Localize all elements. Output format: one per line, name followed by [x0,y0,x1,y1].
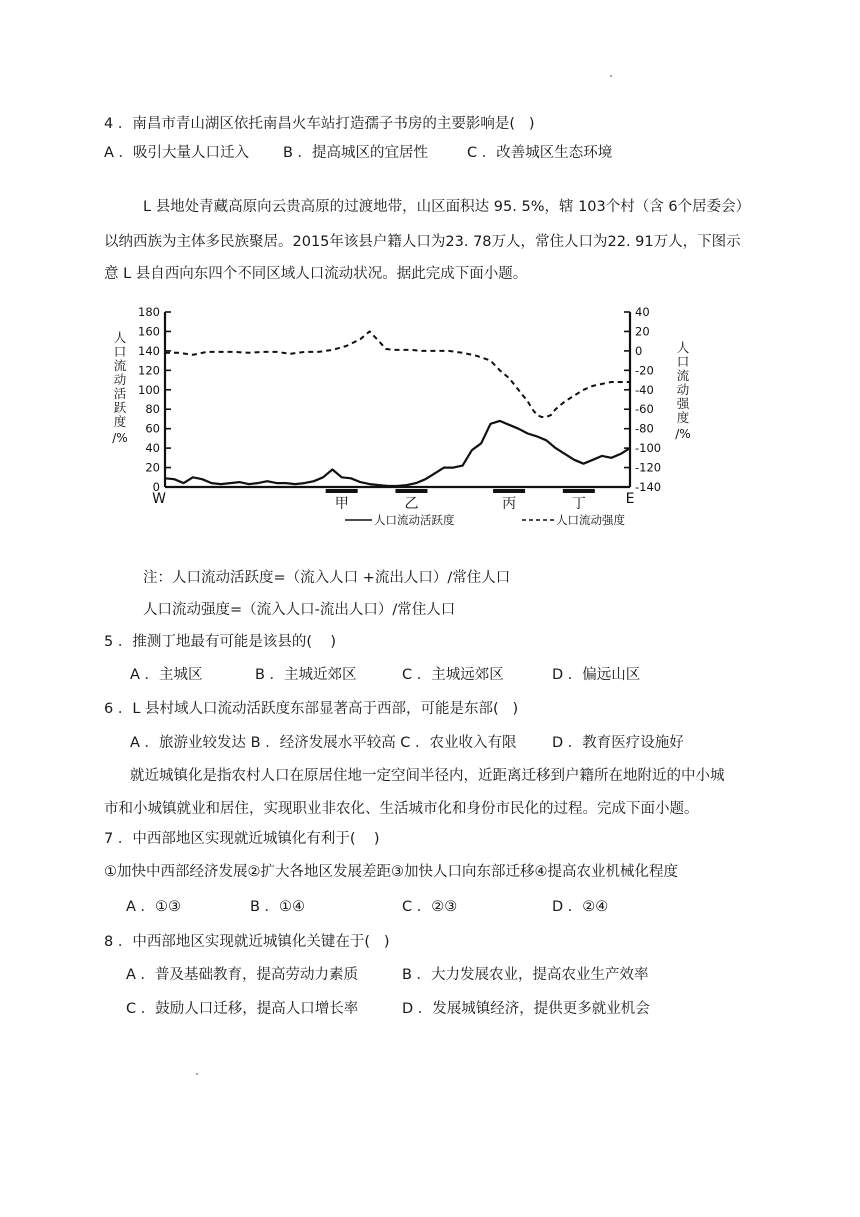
region-bar [395,489,427,493]
region-label: 丙 [502,496,517,512]
left-axis-label-char: 度 [113,414,127,429]
scan-dot [610,75,612,77]
left-tick-label: 40 [145,441,160,456]
q4-option-c: C ．改善城区生态环境 [467,145,613,161]
right-tick-label: 40 [635,305,650,319]
region-label: 乙 [404,496,419,512]
left-tick-label: 60 [145,421,160,436]
right-axis-label-char: 口 [676,354,690,369]
right-axis-label-char: 度 [676,410,690,425]
q8-option-b: B ．大力发展农业，提高农业生产效率 [402,967,649,983]
chart-series [165,331,630,486]
chart-legend [345,513,625,527]
left-tick-label: 80 [145,402,160,417]
left-axis-label-char: 动 [113,372,127,387]
right-axis-label-char: 强 [676,396,690,411]
left-tick-label: 120 [138,363,160,378]
passage2-line1: 就近城镇化是指农村人口在原居住地一定空间半径内，近距离迁移到户籍所在地附近的中小城 [130,768,725,784]
right-axis-label-char: 流 [676,368,690,383]
legend-activity-label: 人口流动活跃度 [374,513,455,527]
left-axis-label-char: 活 [113,386,127,401]
q6-option-d: D ．教育医疗设施好 [552,735,684,751]
right-tick-label: -120 [635,460,662,475]
left-tick-label: 140 [138,343,160,358]
population-flow-chart [110,300,691,535]
right-tick-label: -80 [635,421,654,436]
legend-intensity-label: 人口流动强度 [556,513,625,527]
region-label: 甲 [334,496,349,512]
region-bar [326,489,358,493]
right-tick-label: -60 [635,402,654,417]
left-tick-label: 20 [145,460,160,475]
series-intensity-line [165,331,630,417]
left-axis-label-unit: /% [112,431,128,445]
passage1-line2: 以纳西族为主体多民族聚居。2015年该县户籍人口为23. 78万人，常住人口为22. 91万人，下图示 [104,234,741,250]
q5-option-c: C ．主城远郊区 [402,667,504,683]
left-axis-label-char: 口 [113,344,127,359]
passage1-line1: L 县地处青藏高原向云贵高原的过渡地带，山区面积达 95. 5%，辖 103个村（含 6个居委会） [143,199,751,215]
q5-option-a: A ．主城区 [130,667,203,683]
passage1-line3: 意 L 县自西向东四个不同区域人口流动状况。据此完成下面小题。 [104,266,528,282]
q4-stem: 4 ．南昌市青山湖区依托南昌火车站打造孺子书房的主要影响是( ) [104,116,535,132]
q5-stem: 5 ．推测丁地最有可能是该县的( ) [104,634,337,650]
region-bar [563,489,595,493]
right-axis-label-unit: /% [675,427,691,441]
q7-items: ①加快中西部经济发展②扩大各地区发展差距③加快人口向东部迁移④提高农业机械化程度 [104,864,678,880]
x-end-label: E [625,491,635,507]
note-activity-formula: 注：人口流动活跃度=（流入人口 +流出人口）/常住人口 [143,570,511,586]
note-intensity-formula: 人口流动强度=（流入人口-流出人口）/常住人口 [143,602,456,618]
region-bar [493,489,525,493]
q7-option-d: D ．②④ [552,899,609,915]
chart-axes [165,312,630,487]
series-activity-line [165,421,630,486]
chart-ticks [138,305,661,507]
q4-option-b: B ．提高城区的宜居性 [283,145,429,161]
q8-option-a: A ．普及基础教育，提高劳动力素质 [126,967,359,983]
right-tick-label: -140 [635,480,662,494]
q5-option-b: B ．主城近郊区 [255,667,357,683]
q8-option-d: D ．发展城镇经济，提供更多就业机会 [402,1001,650,1017]
q6-stem: 6 ．L 县村域人口流动活跃度东部显著高于西部，可能是东部( ) [104,701,519,717]
left-axis-label [112,330,127,445]
q4-option-a: A ．吸引大量人口迁入 [104,145,250,161]
q7-option-a: A ．①③ [126,899,182,915]
left-tick-label: 100 [138,382,160,397]
q6-options: A ．旅游业较发达 B ．经济发展水平较高 C ．农业收入有限 [130,735,517,751]
q5-option-d: D ．偏远山区 [552,667,641,683]
right-axis-label-char: 人 [676,340,690,355]
q8-option-c: C ．鼓励人口迁移，提高人口增长率 [126,1001,359,1017]
left-axis-label-char: 跃 [113,400,127,415]
q7-option-c: C ．②③ [402,899,458,915]
q8-stem: 8 ．中西部地区实现就近城镇化关键在于( ) [104,934,390,950]
right-tick-label: -40 [635,382,654,397]
left-tick-label: 180 [138,305,160,319]
scan-dot [196,1073,198,1075]
right-tick-label: 0 [635,343,643,358]
q7-option-b: B ．①④ [250,899,306,915]
right-tick-label: 20 [635,324,650,339]
right-axis-label-char: 动 [676,382,690,397]
x-start-label: W [152,491,166,507]
passage2-line2: 市和小城镇就业和居住，实现职业非农化、生活城市化和身份市民化的过程。完成下面小题。 [104,801,699,817]
right-tick-label: -100 [635,441,662,456]
left-axis-label-char: 人 [113,330,127,345]
right-tick-label: -20 [635,363,654,378]
q7-stem: 7 ．中西部地区实现就近城镇化有利于( ) [104,831,380,847]
right-axis-label [675,340,690,441]
left-tick-label: 0 [152,480,160,494]
region-label: 丁 [571,496,586,512]
left-axis-label-char: 流 [113,358,127,373]
left-tick-label: 160 [138,324,160,339]
region-markers [326,489,595,512]
